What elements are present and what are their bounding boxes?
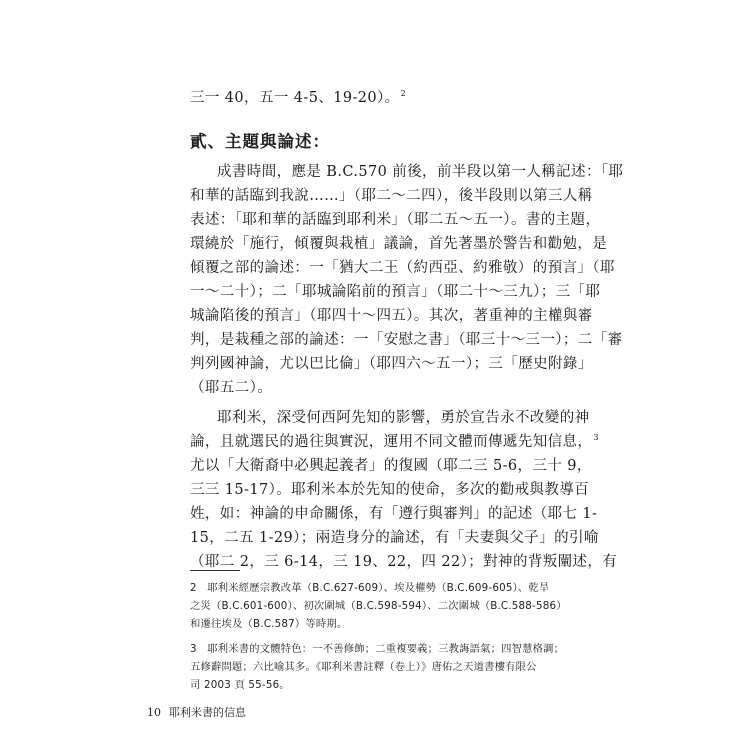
paragraph-1-line: 成書時間，應是 B.C.570 前後，前半段以第一人稱記述：「耶 <box>217 164 624 180</box>
paragraph-1-line: 環繞於「施行，傾覆與栽植」議論，首先著墨於警告和勸勉，是 <box>190 236 608 252</box>
footnote-line: 2 耶利米經歷宗教改革（B.C.627-609）、埃及權勢（B.C.609-605）、乾旱 <box>190 582 550 594</box>
running-head: 耶利米書的信息 <box>169 706 246 719</box>
footnote-ref-3[interactable]: 3 <box>593 433 599 443</box>
paragraph-1-line: 表述：「耶和華的話臨到耶利米」（耶二五～五一）。書的主題， <box>190 212 601 228</box>
section-heading: 貳、主題與論述： <box>190 132 330 151</box>
paragraph-1-line: 傾覆之部的論述：一「猶大二王（約西亞、約雅敬）的預言」（耶 <box>190 260 615 276</box>
footnote-line: 五修辭問題；六比喻其多。《耶利米書註釋（卷上）》唐佑之天道書樓有限公 <box>190 661 537 673</box>
paragraph-2-line: 15，二五 1-29）；兩造身分的論述，有「夫妻與父子」的引喻 <box>190 530 599 546</box>
page-footer <box>147 704 246 720</box>
paragraph-1-line: 判，是栽種之部的論述：一「安慰之書」（耶三十～三一）；二「審 <box>190 332 623 348</box>
footnote-ref-2[interactable]: 2 <box>400 89 407 99</box>
paragraph-2-line: 姓，如：神論的申命關係，有「遵行與審判」的記述（耶七 1- <box>190 506 598 522</box>
paragraph-1-line: 判列國神論，尤以巴比倫」（耶四六～五一）；三「歷史附錄」 <box>190 356 593 372</box>
continuation-text: 三一 40，五一 4-5、19-20）。 <box>190 90 400 106</box>
page-number: 10 <box>147 706 161 719</box>
footnote-line: 之災（B.C.601-600）、初次圍城（B.C.598-594）、二次圍城（B.C.588-586） <box>190 600 567 612</box>
paragraph-1-line: （耶五二）。 <box>190 380 273 396</box>
footnote-line: 3 耶利米書的文體特色：一不善修飾；二重複要義；三教誨語氣；四智慧格調； <box>190 643 565 655</box>
footnote-line: 司 2003 頁 55-56。 <box>190 679 290 691</box>
paragraph-1-line: 和華的話臨到我說……」（耶二～二四），後半段則以第三人稱 <box>190 188 593 204</box>
paragraph-2-line: （耶二 2，三 6-14，三 19、22，四 22）；對神的背叛闡述，有 <box>190 554 618 570</box>
paragraph-2-line: 尤以「大衛裔中必興起義者」的復國（耶二三 5-6，三十 9， <box>190 458 592 474</box>
paragraph-2-line: 耶利米，深受何西阿先知的影響，勇於宣告永不改變的神 <box>217 410 590 426</box>
paragraph-2-line-text: 論，且就選民的過往與實況，運用不同文體而傳遞先知信息， <box>190 434 593 450</box>
continuation-line <box>190 86 406 107</box>
paragraph-2-line: 三三 15-17）。耶利米本於先知的使命，多次的勸戒與教導百 <box>190 482 590 498</box>
footnote-line: 和遷往埃及（B.C.587）等時期。 <box>190 618 348 630</box>
paragraph-2-line <box>190 430 599 451</box>
footnote-separator <box>190 570 240 571</box>
paragraph-1-line: 城論陷後的預言」（耶四十～四五）。其次，著重神的主權與審 <box>190 308 593 324</box>
paragraph-1-line: 一～二十）；二「耶城論陷前的預言」（耶二十～三九）；三「耶 <box>190 284 601 300</box>
